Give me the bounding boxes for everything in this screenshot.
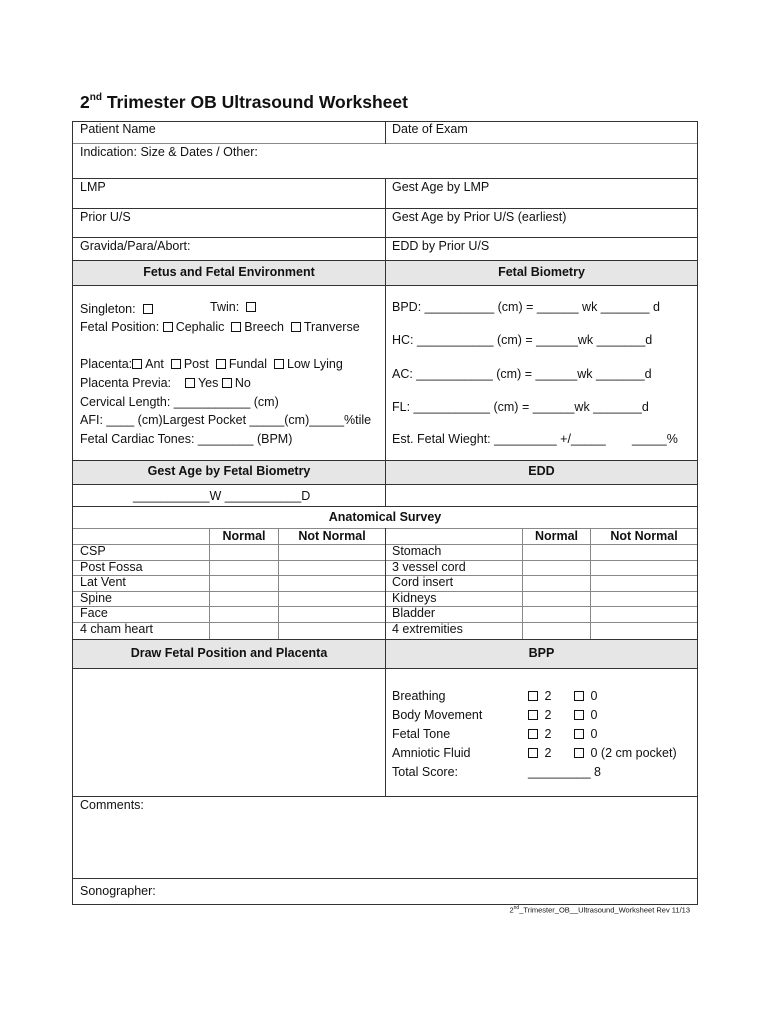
survey-item: Stomach — [392, 544, 442, 558]
hc-row: HC: ___________ (cm) = ______wk _______d — [392, 333, 653, 347]
bpp-two-option[interactable]: 2 — [528, 708, 551, 723]
bpp-label: Body Movement — [392, 708, 483, 722]
singleton-option[interactable]: Singleton: — [80, 302, 156, 317]
checkbox-icon[interactable] — [222, 378, 232, 388]
checkbox-icon[interactable] — [231, 322, 241, 332]
gravida-label: Gravida/Para/Abort: — [80, 239, 191, 253]
ac-row: AC: ___________ (cm) = ______wk _______d — [392, 367, 652, 381]
bpp-two-option[interactable]: 2 — [528, 746, 551, 761]
survey-item: Spine — [80, 591, 112, 605]
placenta-row: Placenta: Ant Post Fundal Low Lying — [80, 357, 343, 371]
checkbox-icon[interactable] — [163, 322, 173, 332]
sonographer-label: Sonographer: — [80, 884, 156, 898]
checkbox-icon[interactable] — [528, 710, 538, 720]
checkbox-icon[interactable] — [528, 691, 538, 701]
survey-item: Lat Vent — [80, 575, 126, 589]
bpp-zero-option[interactable]: 0 — [574, 708, 597, 723]
fetus-heading: Fetus and Fetal Environment — [143, 265, 315, 279]
bpd-row: BPD: __________ (cm) = ______ wk _______ d — [392, 300, 660, 314]
afi-row: AFI: ____ (cm)Largest Pocket _____(cm)_____%tile — [80, 413, 372, 427]
survey-item: CSP — [80, 544, 106, 558]
checkbox-icon[interactable] — [274, 359, 284, 369]
checkbox-icon[interactable] — [528, 729, 538, 739]
fetal-cardiac-tones: Fetal Cardiac Tones: ________ (BPM) — [80, 432, 293, 446]
drawing-area[interactable] — [73, 669, 385, 796]
prior-us-label: Prior U/S — [80, 210, 131, 224]
total-score-value: _________ 8 — [528, 765, 601, 779]
survey-item: 4 extremities — [392, 622, 463, 636]
bpp-label: Fetal Tone — [392, 727, 451, 741]
twin-option[interactable]: Twin: — [210, 300, 259, 315]
edd-prior-label: EDD by Prior U/S — [392, 239, 490, 253]
checkbox-icon[interactable] — [574, 691, 584, 701]
fetal-position-row: Fetal Position: Cephalic Breech Tranverse — [80, 320, 360, 334]
checkbox-icon[interactable] — [574, 748, 584, 758]
bpp-two-option[interactable]: 2 — [528, 689, 551, 704]
checkbox-icon[interactable] — [528, 748, 538, 758]
checkbox-icon[interactable] — [216, 359, 226, 369]
checkbox-icon[interactable] — [171, 359, 181, 369]
bpp-label: Amniotic Fluid — [392, 746, 471, 760]
bpp-label: Breathing — [392, 689, 446, 703]
placenta-previa-row: Placenta Previa: Yes No — [80, 376, 251, 390]
bpp-two-option[interactable]: 2 — [528, 727, 551, 742]
footer-revision: 2nd_Trimester_OB__Ultrasound_Worksheet Rev 11/13 — [509, 905, 690, 915]
not-normal-header-left: Not Normal — [298, 529, 366, 543]
checkbox-icon[interactable] — [132, 359, 142, 369]
bpp-heading: BPP — [528, 646, 555, 660]
comments-label: Comments: — [80, 798, 144, 812]
gest-age-lmp-label: Gest Age by LMP — [392, 180, 490, 194]
checkbox-icon[interactable] — [185, 378, 195, 388]
gest-age-line: ___________W ___________D — [133, 489, 311, 503]
checkbox-icon[interactable] — [574, 729, 584, 739]
checkbox-icon[interactable] — [246, 302, 256, 312]
survey-item: Bladder — [392, 606, 436, 620]
gest-age-prior-label: Gest Age by Prior U/S (earliest) — [392, 210, 567, 224]
lmp-label: LMP — [80, 180, 106, 194]
indication-label: Indication: Size & Dates / Other: — [80, 145, 258, 159]
efw-percent: _____% — [632, 432, 678, 446]
survey-item: 3 vessel cord — [392, 560, 466, 574]
total-score-label: Total Score: — [392, 765, 459, 779]
survey-item: Cord insert — [392, 575, 454, 589]
checkbox-icon[interactable] — [291, 322, 301, 332]
anatomical-survey-heading: Anatomical Survey — [328, 510, 442, 524]
biometry-heading: Fetal Biometry — [498, 265, 585, 279]
fl-row: FL: ___________ (cm) = ______wk _______d — [392, 400, 649, 414]
survey-item: Face — [80, 606, 108, 620]
gest-age-heading: Gest Age by Fetal Biometry — [147, 464, 311, 478]
survey-item: Kidneys — [392, 591, 437, 605]
page-title: 2nd Trimester OB Ultrasound Worksheet — [80, 92, 408, 112]
not-normal-header-right: Not Normal — [610, 529, 678, 543]
bpp-zero-option[interactable]: 0 — [574, 689, 597, 704]
efw-row: Est. Fetal Wieght: _________ +/_____ — [392, 432, 606, 446]
survey-item: Post Fossa — [80, 560, 143, 574]
survey-item: 4 cham heart — [80, 622, 153, 636]
edd-heading: EDD — [528, 464, 555, 478]
draw-heading: Draw Fetal Position and Placenta — [130, 646, 328, 660]
bpp-zero-option[interactable]: 0 (2 cm pocket) — [574, 746, 677, 761]
checkbox-icon[interactable] — [574, 710, 584, 720]
normal-header-left: Normal — [222, 529, 266, 543]
cervical-length: Cervical Length: ___________ (cm) — [80, 395, 279, 409]
bpp-zero-option[interactable]: 0 — [574, 727, 597, 742]
date-of-exam-label: Date of Exam — [392, 122, 468, 136]
checkbox-icon[interactable] — [143, 304, 153, 314]
patient-name-label: Patient Name — [80, 122, 156, 136]
normal-header-right: Normal — [534, 529, 579, 543]
